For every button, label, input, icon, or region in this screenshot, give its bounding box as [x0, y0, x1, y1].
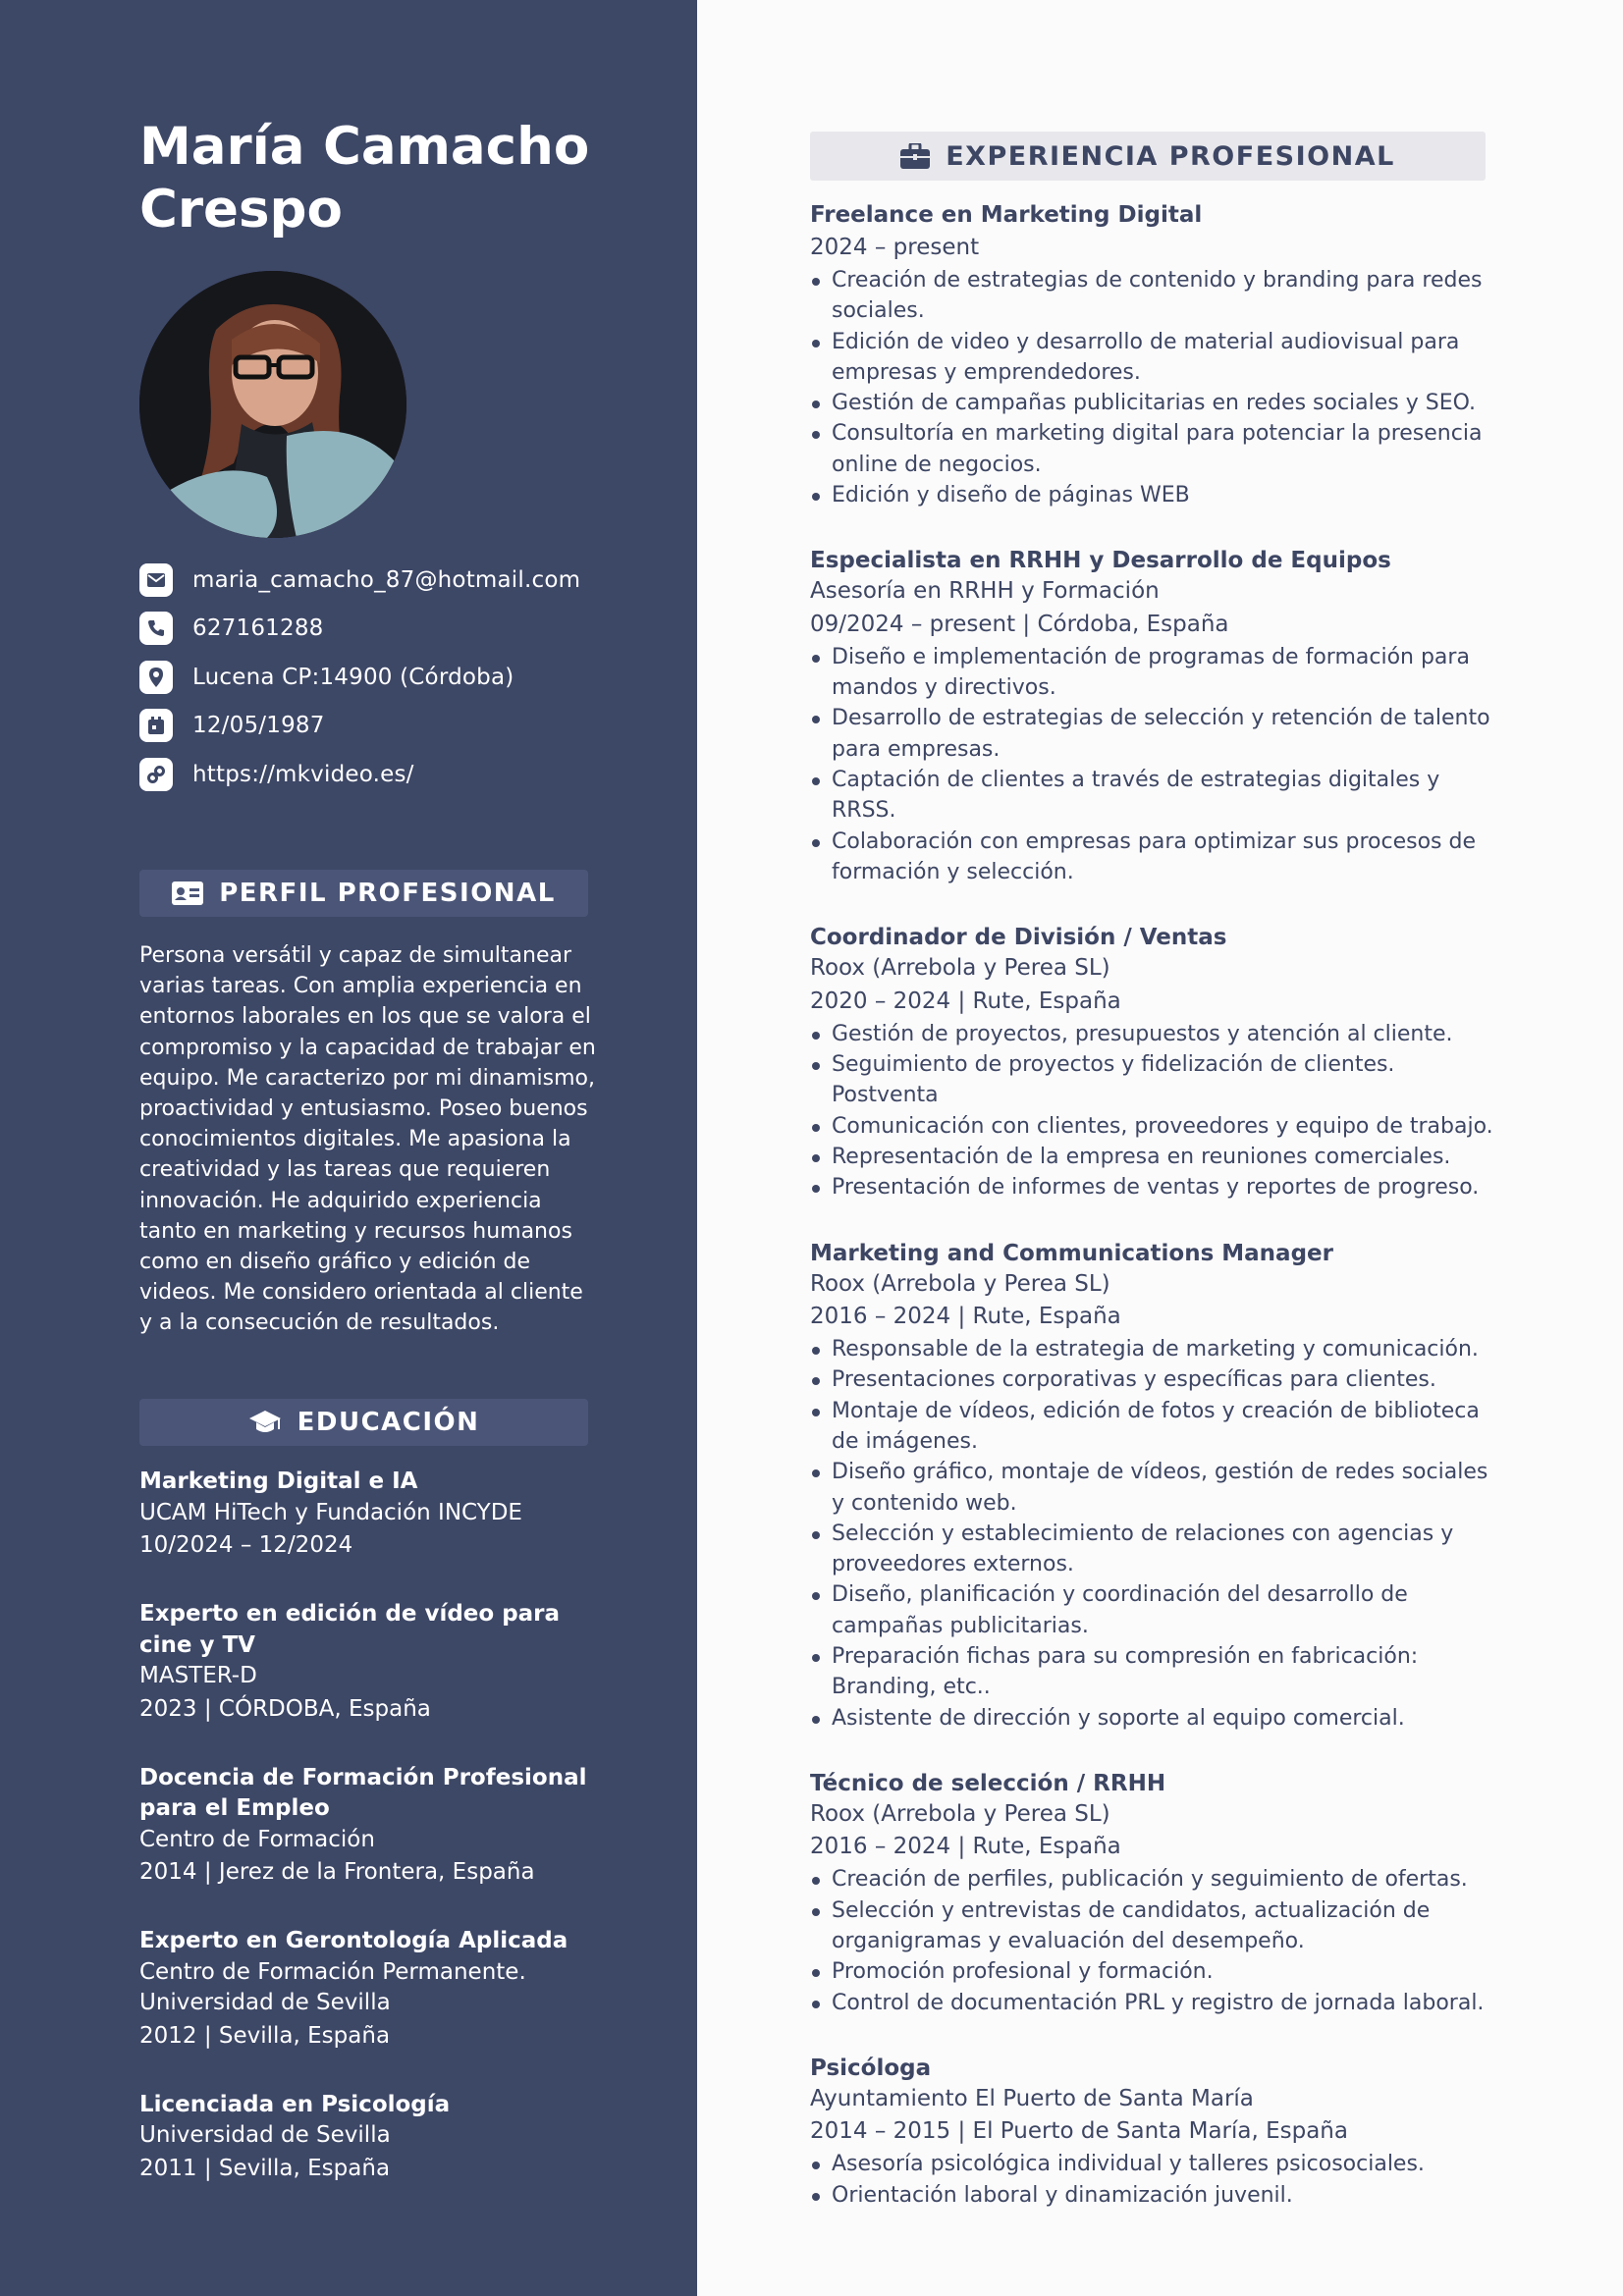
education-title: Experto en Gerontología Aplicada: [139, 1928, 568, 1953]
link-icon: [139, 758, 173, 791]
contact-list: [139, 556, 630, 799]
job-company: Roox (Arrebola y Perea SL): [810, 1270, 1110, 1297]
education-school: UCAM HiTech y Fundación INCYDE: [139, 1499, 522, 1525]
education-item: [139, 1467, 601, 1563]
job-bullet: Diseño e implementación de programas de formación para mandos y directivos.: [810, 642, 1497, 704]
job-company: Roox (Arrebola y Perea SL): [810, 955, 1110, 982]
job-entry: [810, 545, 1497, 887]
job-company: Asesoría en RRHH y Formación: [810, 578, 1160, 605]
job-entry: [810, 922, 1497, 1202]
job-bullet: Promoción profesional y formación.: [810, 1956, 1497, 1987]
sidebar: [0, 0, 697, 2296]
job-bullets: [810, 2149, 1497, 2211]
job-date: 2016 – 2024 | Rute, España: [810, 1834, 1121, 1860]
website-link[interactable]: https://mkvideo.es/: [192, 761, 414, 787]
job-title: Freelance en Marketing Digital: [810, 202, 1203, 228]
job-title: Marketing and Communications Manager: [810, 1240, 1333, 1266]
job-bullets: [810, 265, 1497, 510]
id-card-icon: [172, 881, 203, 905]
avatar: [139, 271, 406, 538]
job-company: Ayuntamiento El Puerto de Santa María: [810, 2085, 1254, 2111]
education-title: Licenciada en Psicología: [139, 2091, 451, 2117]
phone-icon: [139, 612, 173, 645]
job-bullet: Consultoría en marketing digital para potenciar la presencia online de negocios.: [810, 418, 1497, 480]
job-bullet: Gestión de campañas publicitarias en redes sociales y SEO.: [810, 388, 1497, 418]
contact-email-row[interactable]: [139, 556, 630, 605]
job-entry: [810, 1768, 1497, 2018]
education-title: Experto en edición de vídeo para cine y TV: [139, 1601, 561, 1658]
job-bullet: Seguimiento de proyectos y fidelización de clientes. Postventa: [810, 1049, 1497, 1111]
job-bullet: Desarrollo de estrategias de selección y retención de talento para empresas.: [810, 703, 1497, 765]
candidate-name: María Camacho Crespo: [139, 117, 590, 240]
email-text[interactable]: maria_camacho_87@hotmail.com: [192, 566, 581, 593]
education-date: 2011 | Sevilla, España: [139, 2155, 391, 2181]
profile-text: Persona versátil y capaz de simultanear varias tareas. Con amplia experiencia en entornos laborales en los que se valora el compromiso y la capacidad de trabajar en equipo. Me caracterizo por mi dinamismo, proactividad y entusiasmo. Poseo buenos conocimientos digitales. Me apasiona la creatividad y las tareas que requieren innovación. He adquirido experiencia tanto en marketing y recursos humanos como en diseño gráfico y edición de videos. Me considero orientada al cliente y a la consecución de resultados.: [139, 943, 596, 1336]
job-bullet: Asesoría psicológica individual y talleres psicosociales.: [810, 2149, 1497, 2179]
education-school: Universidad de Sevilla: [139, 2122, 391, 2148]
job-bullet: Creación de estrategias de contenido y branding para redes sociales.: [810, 265, 1497, 327]
education-school: Centro de Formación Permanente. Universidad de Sevilla: [139, 1958, 526, 2015]
education-list: [139, 1467, 601, 2222]
job-bullet: Montaje de vídeos, edición de fotos y creación de biblioteca de imágenes.: [810, 1396, 1497, 1458]
job-bullet: Diseño, planificación y coordinación del desarrollo de campañas publicitarias.: [810, 1579, 1497, 1641]
job-bullet: Responsable de la estrategia de marketing y comunicación.: [810, 1334, 1497, 1364]
job-bullets: [810, 1019, 1497, 1203]
phone-text[interactable]: 627161288: [192, 615, 324, 642]
envelope-icon: [139, 563, 173, 597]
job-bullet: Asistente de dirección y soporte al equipo comercial.: [810, 1703, 1497, 1734]
job-title: Psicóloga: [810, 2055, 932, 2081]
contact-phone-row[interactable]: [139, 605, 630, 654]
job-bullet: Captación de clientes a través de estrategias digitales y RRSS.: [810, 765, 1497, 827]
job-bullet: Comunicación con clientes, proveedores y equipo de trabajo.: [810, 1111, 1497, 1142]
experience-list: [810, 199, 1497, 2245]
job-bullet: Control de documentación PRL y registro de jornada laboral.: [810, 1988, 1497, 2018]
calendar-icon: [139, 709, 173, 742]
education-date: 2014 | Jerez de la Frontera, España: [139, 1859, 535, 1885]
location-pin-icon: [139, 661, 173, 694]
job-bullets: [810, 1334, 1497, 1734]
address-text: Lucena CP:14900 (Córdoba): [192, 664, 514, 690]
job-date: 09/2024 – present | Córdoba, España: [810, 611, 1229, 637]
education-heading-text: EDUCACIÓN: [297, 1408, 480, 1437]
education-item: [139, 1599, 601, 1727]
job-bullets: [810, 642, 1497, 887]
job-entry: [810, 1238, 1497, 1734]
job-date: 2020 – 2024 | Rute, España: [810, 988, 1121, 1014]
contact-birthdate-row: [139, 702, 630, 751]
contact-website-row[interactable]: [139, 750, 630, 799]
education-item: [139, 1926, 601, 2054]
contact-address-row: [139, 653, 630, 702]
education-date: 2023 | CÓRDOBA, España: [139, 1695, 431, 1722]
job-bullets: [810, 1864, 1497, 2017]
graduation-cap-icon: [248, 1410, 282, 1435]
job-title: Coordinador de División / Ventas: [810, 925, 1227, 951]
job-bullet: Selección y entrevistas de candidatos, actualización de organigramas y evaluación del desempeño.: [810, 1896, 1497, 1957]
job-bullet: Presentación de informes de ventas y reportes de progreso.: [810, 1172, 1497, 1202]
job-bullet: Presentaciones corporativas y específicas para clientes.: [810, 1364, 1497, 1395]
job-bullet: Diseño gráfico, montaje de vídeos, gestión de redes sociales y contenido web.: [810, 1457, 1497, 1519]
job-company: Roox (Arrebola y Perea SL): [810, 1800, 1110, 1827]
profile-photo: [139, 271, 406, 538]
job-bullet: Colaboración con empresas para optimizar sus procesos de formación y selección.: [810, 827, 1497, 888]
job-bullet: Creación de perfiles, publicación y seguimiento de ofertas.: [810, 1864, 1497, 1895]
job-date: 2024 – present: [810, 235, 980, 260]
job-entry: [810, 199, 1497, 510]
profile-heading: [139, 870, 588, 917]
job-date: 2014 – 2015 | El Puerto de Santa María, España: [810, 2118, 1348, 2145]
education-title: Docencia de Formación Profesional para el Empleo: [139, 1764, 587, 1821]
education-item: [139, 2090, 601, 2186]
job-bullet: Representación de la empresa en reuniones comerciales.: [810, 1142, 1497, 1172]
profile-heading-text: PERFIL PROFESIONAL: [219, 879, 556, 908]
birthdate-text: 12/05/1987: [192, 713, 325, 739]
job-entry: [810, 2053, 1497, 2211]
education-school: MASTER-D: [139, 1663, 257, 1688]
job-bullet: Edición de video y desarrollo de material audiovisual para empresas y emprendedores.: [810, 327, 1497, 389]
experience-heading-text: EXPERIENCIA PROFESIONAL: [946, 140, 1395, 172]
job-title: Técnico de selección / RRHH: [810, 1770, 1166, 1796]
job-bullet: Orientación laboral y dinamización juvenil.: [810, 2180, 1497, 2211]
education-school: Centro de Formación: [139, 1826, 375, 1852]
job-bullet: Selección y establecimiento de relaciones con agencias y proveedores externos.: [810, 1519, 1497, 1580]
education-date: 10/2024 – 12/2024: [139, 1532, 353, 1558]
education-date: 2012 | Sevilla, España: [139, 2022, 391, 2049]
experience-heading: [810, 132, 1486, 181]
job-bullet: Edición y diseño de páginas WEB: [810, 480, 1497, 510]
education-item: [139, 1763, 601, 1891]
briefcase-icon: [900, 143, 930, 169]
job-bullet: Gestión de proyectos, presupuestos y atención al cliente.: [810, 1019, 1497, 1049]
job-title: Especialista en RRHH y Desarrollo de Equipos: [810, 548, 1391, 574]
education-title: Marketing Digital e IA: [139, 1468, 418, 1494]
job-date: 2016 – 2024 | Rute, España: [810, 1304, 1121, 1330]
education-heading: [139, 1399, 588, 1446]
job-bullet: Preparación fichas para su compresión en fabricación: Branding, etc..: [810, 1641, 1497, 1703]
